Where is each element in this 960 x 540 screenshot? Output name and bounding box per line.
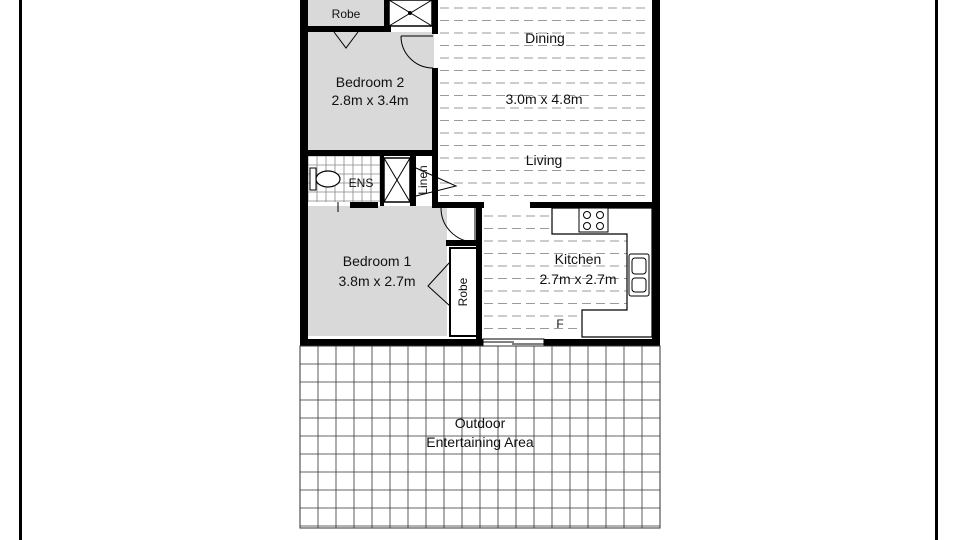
cooktop-icon bbox=[579, 208, 608, 232]
bedroom1-size: 3.8m x 2.7m bbox=[338, 273, 416, 289]
bedroom1-floor bbox=[307, 206, 447, 336]
linen-label: Linen bbox=[416, 165, 430, 195]
bedroom2-name: Bedroom 2 bbox=[335, 74, 405, 90]
living-size: 3.0m x 4.8m bbox=[505, 91, 583, 107]
frame-right bbox=[935, 0, 938, 540]
kitchen-name: Kitchen bbox=[554, 251, 602, 267]
sink-icon bbox=[629, 254, 649, 296]
frame-left bbox=[19, 0, 22, 540]
bedroom1-name: Bedroom 1 bbox=[342, 253, 412, 269]
toilet-icon bbox=[310, 168, 340, 190]
robe-side-label: Robe bbox=[456, 277, 470, 307]
shower-top bbox=[389, 0, 432, 26]
living-label: Living bbox=[525, 152, 563, 168]
shower-ens bbox=[384, 158, 410, 202]
bedroom2-size: 2.8m x 3.4m bbox=[331, 92, 409, 108]
fridge-label: F bbox=[556, 317, 564, 331]
outdoor-line2: Entertaining Area bbox=[426, 434, 534, 450]
robe-top-label: Robe bbox=[331, 7, 361, 21]
sliding-door bbox=[483, 339, 544, 346]
kitchen-size: 2.7m x 2.7m bbox=[539, 271, 617, 287]
outdoor-line1: Outdoor bbox=[454, 415, 506, 431]
ens-label: ENS bbox=[348, 176, 374, 190]
dining-label: Dining bbox=[525, 30, 565, 46]
